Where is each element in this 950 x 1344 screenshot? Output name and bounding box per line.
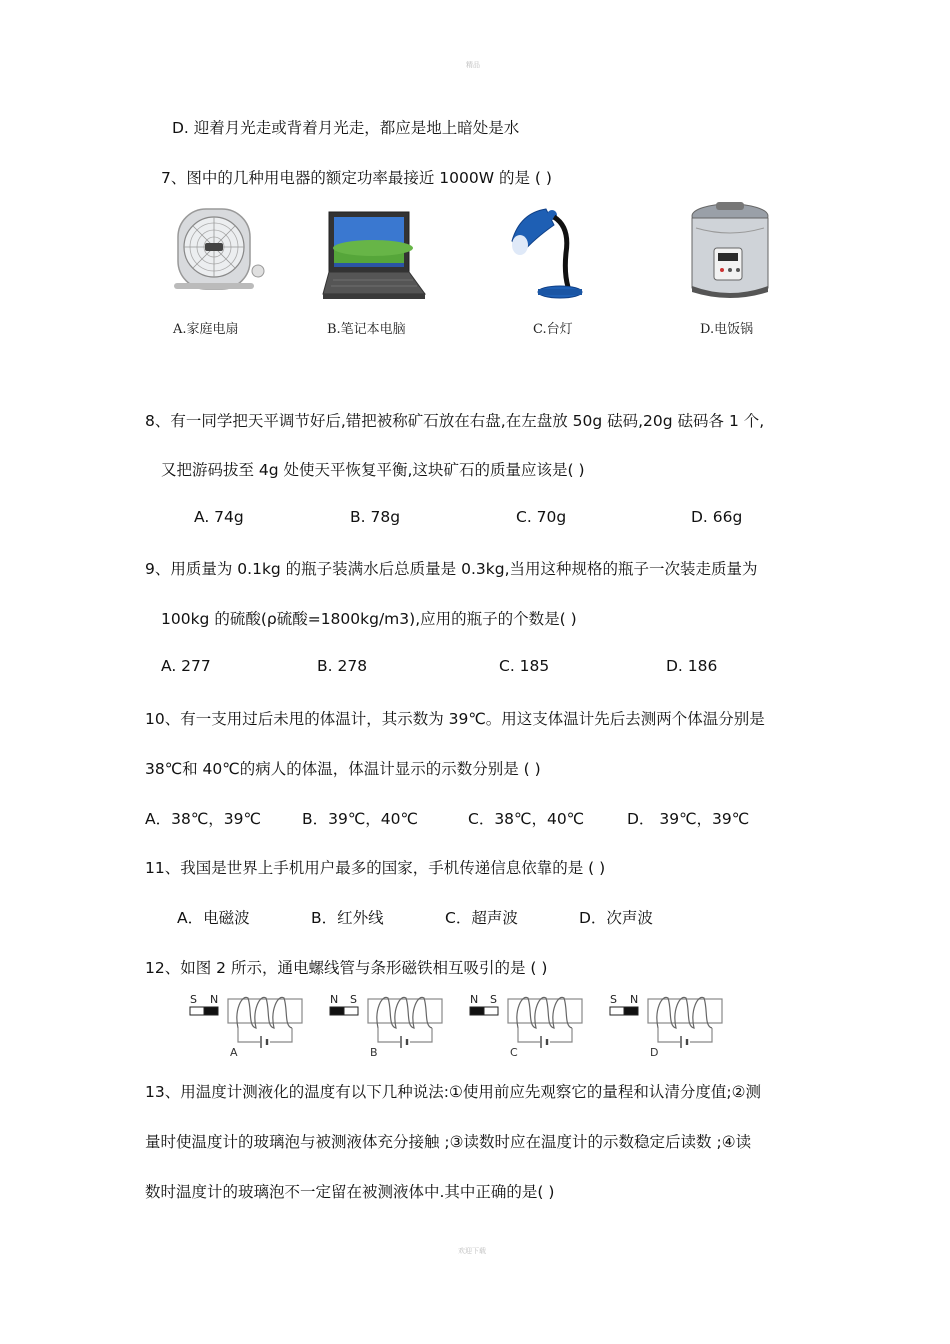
q10-line1: 10、有一支用过后未甩的体温计，其示数为 39℃。用这支体温计先后去测两个体温分别是 xyxy=(145,710,765,728)
q9-option-c: C. 185 xyxy=(499,657,550,675)
caption-c: C.台灯 xyxy=(533,322,573,337)
q10-option-c: C．38℃，40℃ xyxy=(468,810,585,828)
q13-line3: 数时温度计的玻璃泡不一定留在被测液体中.其中正确的是( ) xyxy=(145,1183,555,1201)
magnet-left-half xyxy=(330,1007,344,1015)
solenoid-diagram-c xyxy=(470,990,610,1060)
caption-d: D.电饭锅 xyxy=(700,322,754,337)
magnet-left-pole-label: S xyxy=(610,993,617,1006)
q7-stem: 7、图中的几种用电器的额定功率最接近 1000W 的是 ( ) xyxy=(161,169,552,187)
q11-stem: 11、我国是世界上手机用户最多的国家，手机传递信息依靠的是 ( ) xyxy=(145,859,606,877)
q9-line1: 9、用质量为 0.1kg 的瓶子装满水后总质量是 0.3kg,当用这种规格的瓶子一次装走质量为 xyxy=(145,560,758,578)
q10-option-a: A．38℃，39℃ xyxy=(145,810,261,828)
solenoid-tube xyxy=(648,999,722,1023)
q12-stem: 12、如图 2 所示，通电螺线管与条形磁铁相互吸引的是 ( ) xyxy=(145,959,548,977)
q8-line1: 8、有一同学把天平调节好后,错把被称矿石放在右盘,在左盘放 50g 砝码,20g 砝码各 1 个, xyxy=(145,412,765,430)
q10-line2: 38℃和 40℃的病人的体温，体温计显示的示数分别是 ( ) xyxy=(145,760,541,778)
q8-option-d: D. 66g xyxy=(691,508,743,526)
q9-line2: 100kg 的硫酸(ρ硫酸=1800kg/m3),应用的瓶子的个数是( ) xyxy=(161,610,577,628)
header-mark: 精品 xyxy=(466,61,480,69)
q8-option-a: A. 74g xyxy=(194,508,244,526)
magnet-right-half xyxy=(204,1007,218,1015)
q10-option-d: D． 39℃，39℃ xyxy=(627,810,750,828)
solenoid-tube xyxy=(228,999,302,1023)
circuit-wire-left xyxy=(518,1028,540,1042)
circuit-wire-right xyxy=(550,1028,572,1042)
magnet-right-half xyxy=(624,1007,638,1015)
magnet-left-half xyxy=(470,1007,484,1015)
q6-option-d: D. 迎着月光走或背着月光走，都应是地上暗处是水 xyxy=(172,119,520,137)
magnet-left-half xyxy=(610,1007,624,1015)
solenoid-diagram-d xyxy=(610,990,750,1060)
magnet-right-pole-label: N xyxy=(630,993,639,1006)
q11-option-c: C．超声波 xyxy=(445,909,518,927)
magnet-right-pole-label: S xyxy=(490,993,497,1006)
q11-option-d: D．次声波 xyxy=(579,909,653,927)
diagram-label: C xyxy=(510,1046,518,1059)
magnet-right-half xyxy=(484,1007,498,1015)
circuit-wire-left xyxy=(238,1028,260,1042)
footer-mark: 欢迎下载 xyxy=(458,1247,486,1255)
solenoid-tube xyxy=(508,999,582,1023)
q9-option-a: A. 277 xyxy=(161,657,211,675)
q13-line2: 量时使温度计的玻璃泡与被测液体充分接触 ;③读数时应在温度计的示数稳定后读数 ;④读 xyxy=(145,1133,752,1151)
diagram-label: A xyxy=(230,1046,238,1059)
caption-b: B.笔记本电脑 xyxy=(327,322,406,337)
magnet-right-pole-label: N xyxy=(210,993,219,1006)
desk-lamp-image xyxy=(510,203,590,303)
q13-line1: 13、用温度计测液化的温度有以下几种说法:①使用前应先观察它的量程和认清分度值;②测 xyxy=(145,1083,761,1101)
circuit-wire-left xyxy=(658,1028,680,1042)
solenoid-tube xyxy=(368,999,442,1023)
magnet-right-half xyxy=(344,1007,358,1015)
solenoid-diagram-a xyxy=(190,990,330,1060)
laptop-image xyxy=(323,210,427,300)
circuit-wire-right xyxy=(270,1028,292,1042)
magnet-left-pole-label: S xyxy=(190,993,197,1006)
q11-option-a: A．电磁波 xyxy=(177,909,250,927)
diagram-label: D xyxy=(650,1046,659,1059)
q9-option-b: B. 278 xyxy=(317,657,368,675)
fan-image xyxy=(172,205,267,295)
circuit-wire-right xyxy=(690,1028,712,1042)
q8-option-c: C. 70g xyxy=(516,508,567,526)
diagram-label: B xyxy=(370,1046,378,1059)
solenoid-diagram-b xyxy=(330,990,470,1060)
magnet-left-pole-label: N xyxy=(470,993,479,1006)
circuit-wire-right xyxy=(410,1028,432,1042)
magnet-left-half xyxy=(190,1007,204,1015)
caption-a: A.家庭电扇 xyxy=(173,322,239,337)
magnet-right-pole-label: S xyxy=(350,993,357,1006)
q8-line2: 又把游码拔至 4g 处使天平恢复平衡,这块矿石的质量应该是( ) xyxy=(161,461,585,479)
q9-option-d: D. 186 xyxy=(666,657,718,675)
q10-option-b: B．39℃，40℃ xyxy=(302,810,418,828)
rice-cooker-image xyxy=(686,200,776,300)
circuit-wire-left xyxy=(378,1028,400,1042)
magnet-left-pole-label: N xyxy=(330,993,339,1006)
q8-option-b: B. 78g xyxy=(350,508,401,526)
q11-option-b: B．红外线 xyxy=(311,909,384,927)
